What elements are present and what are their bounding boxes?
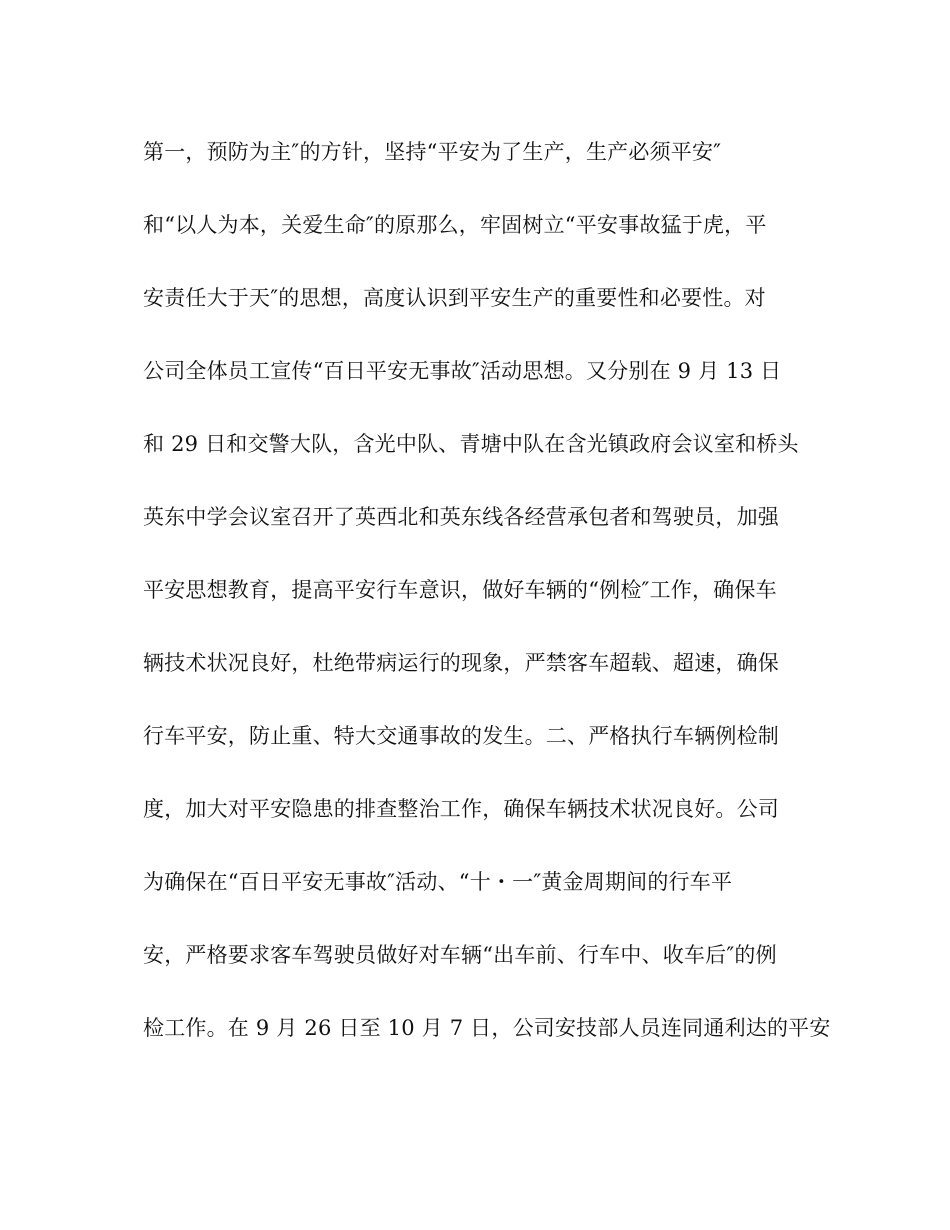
text-line: 和 29 日和交警大队，含光中队、青塘中队在含光镇政府会议室和桥头: [143, 432, 799, 456]
text-line: 行车平安，防止重、特大交通事故的发生。二、严格执行车辆例检制: [143, 724, 779, 748]
text-line: 为确保在“百日平安无事故″活动、“十・一″黄金周期间的行车平: [143, 870, 733, 894]
text-line: 检工作。在 9 月 26 日至 10 月 7 日，公司安技部人员连同通利达的平安: [143, 1016, 831, 1040]
text-line: 英东中学会议室召开了英西北和英东线各经营承包者和驾驶员，加强: [143, 505, 779, 529]
text-line: 安责任大于天″的思想，高度认识到平安生产的重要性和必要性。对: [143, 286, 766, 310]
text-line: 公司全体员工宣传“百日平安无事故″活动思想。又分别在 9 月 13 日: [143, 359, 782, 383]
text-line: 安，严格要求客车驾驶员做好对车辆“出车前、行车中、收车后″的例: [143, 943, 777, 967]
text-line: 第一，预防为主″的方针，坚持“平安为了生产，生产必须平安″: [143, 140, 722, 164]
text-line: 平安思想教育，提高平安行车意识，做好车辆的“例检″工作，确保车: [143, 578, 777, 602]
text-line: 和“以人为本，关爱生命″的原那么，牢固树立“平安事故猛于虎，平: [143, 213, 767, 237]
body-text: [143, 132, 831, 1081]
text-line: 度，加大对平安隐患的排查整治工作，确保车辆技术状况良好。公司: [143, 797, 779, 821]
text-line: 辆技术状况良好，杜绝带病运行的现象，严禁客车超载、超速，确保: [143, 651, 779, 675]
